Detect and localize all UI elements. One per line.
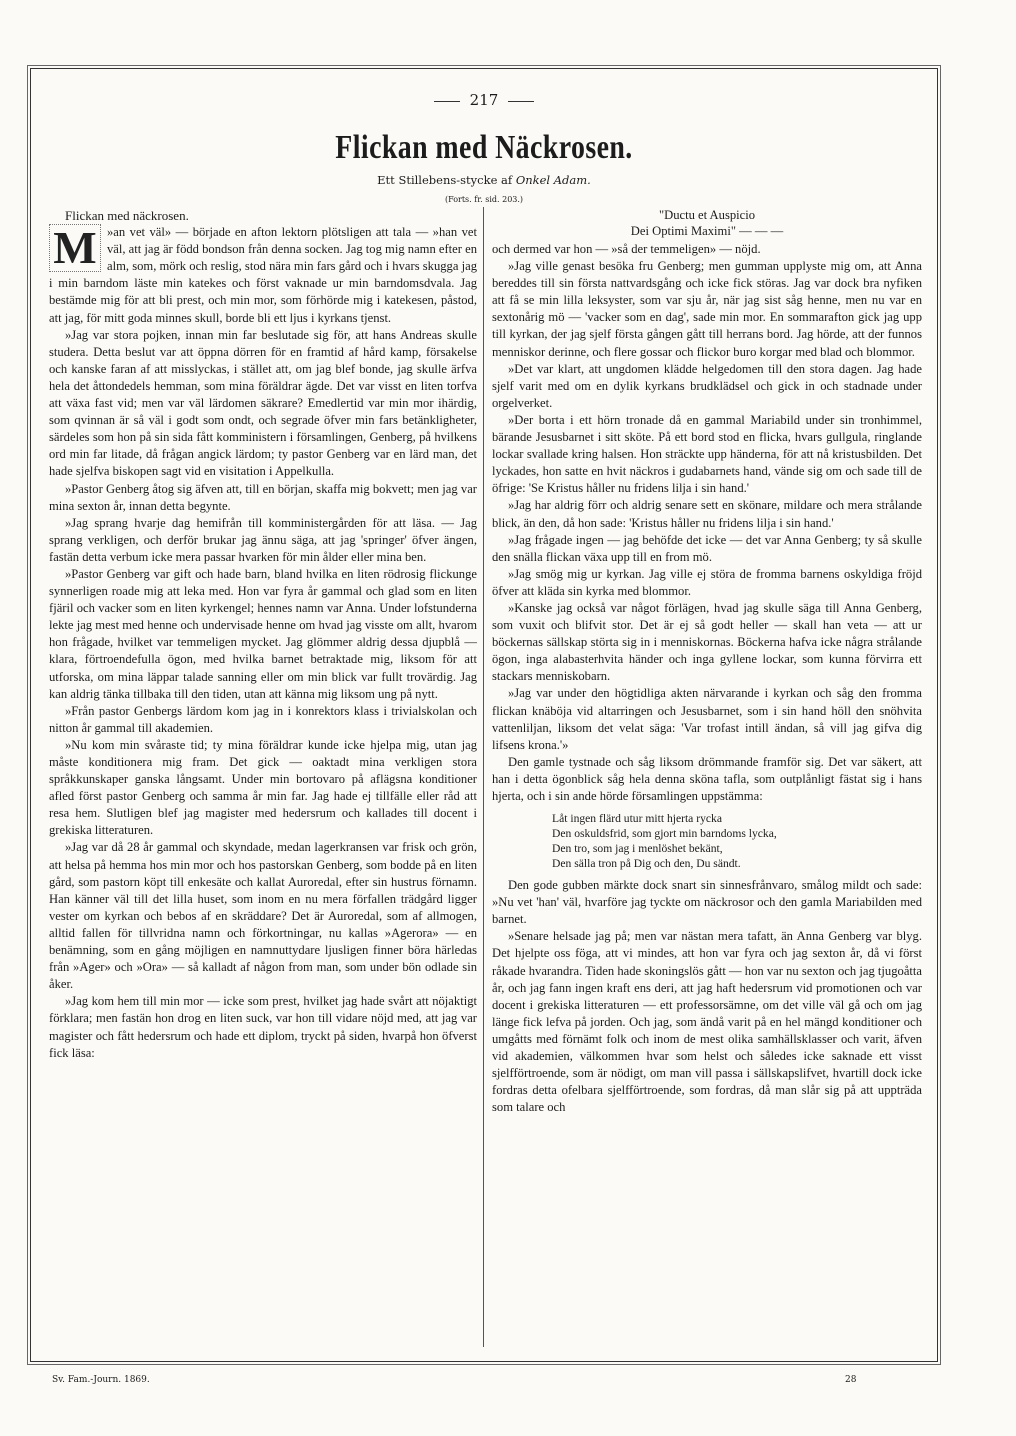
paragraph: »Pastor Genberg åtog sig äfven att, till en början, skaffa mig bokvett; men jag var mina sexton år, innan detta begynte. <box>49 481 477 513</box>
dropcap-ornament: M <box>49 224 101 272</box>
sheet-number: 28 <box>845 1375 857 1385</box>
paragraph: och dermed var hon — »så der temmeligen» — nöjd. <box>492 242 761 256</box>
page-frame <box>30 68 938 1362</box>
column-divider <box>483 207 484 1347</box>
paragraph: Den gamle tystnade och såg liksom drömmande framför sig. Det var säkert, att han i detta ögonblick såg hela denna sköna tafla, som outplånligt fästat sig i hans hjerta, och i sin ande hörde församlingen uppstämma: <box>492 754 922 803</box>
paragraph: »Pastor Genberg var gift och hade barn, bland hvilka en liten rödrosig flickunge synnerligen roade mig att leka med. Hon var fyra år gammal och glad som en liten fjäril och vacker som en liten kyrkengel; hennes namn var Anna. Under lofstunderna lekte jag mest med henne och undervisade henne om hvad jag visste om allt, hvarom hon frågade, hvilket var temmeligen mycket. Jag glömmer aldrig dessa djupblå — klara, förtroendefulla ögon, med hvilka barnet betraktade mig, liksom för att utforska, om mina läppar talade sanning eller om min blick var fullt trovärdig. Jag kan aldrig tänka tillbaka till den tiden, utan att känna mig liksom ung på nytt. <box>49 566 477 701</box>
paragraph: »Nu kom min svåraste tid; ty mina föräldrar kunde icke hjelpa mig, utan jag måste konditionera mig fram. Det gick — oaktadt mina verkligen stora språkkunskaper ganska långsamt. Under min bortovaro på aflägsna konditioner afled först pastor Genberg och samma år min far. Jag hade ej tillfälle eller råd att resa hem. Slutligen blef jag magister med hedersrum och kallades till docent i grekiska litteraturen. <box>49 737 477 838</box>
paragraph: »Jag sprang hvarje dag hemifrån till komministergården för att läsa. — Jag sprang verkligen, och derför brukar jag ännu säga, att jag 'springer' öfver ängen, fastän detta verbum icke mera passar hvarken för min ålder eller mina ben. <box>49 515 477 564</box>
author-name: Onkel Adam. <box>515 173 591 187</box>
left-column <box>49 207 477 1062</box>
paragraph: »Jag var stora pojken, innan min far beslutade sig för, att hans Andreas skulle studera. Detta beslut var att öppna dörren för en framtid af hård kamp, försakelse och kanske faran af att misslyckas, i stället att, om jag blef bonde, jag skulle ärfva hela det åttondedels hemman, som mina föräldrar ägde. Det var visst en liten torfva att växa fast vid; men var väl lärdomen säkrare? Emedlertid var min mor ihärdig, som qvinnan är så väl i godt som ondt, och segrade öfver min fars betänkligheter, särdeles som hon på sin sida fått komministern i församlingen, Genberg, på hvilkens ord min far litade, då frågan angick lärdom; ty pastor Genberg var en lärd man, det hade sjelfva biskopen sagt vid en visitation i Appelkulla. <box>49 327 477 479</box>
page-number: 217 <box>31 91 937 109</box>
paragraph: »Jag ville genast besöka fru Genberg; men gumman upplyste mig om, att Anna bereddes till sin första nattvardsgång och icke fick störas. Jag var dock bra nyfiken att få se min lilla leksyster, som var sju år, när jag sist såg henne, men nu var en sextonårig mö — 'vacker som en dag', sade min mor. En sommarafton gick jag upp till kyrkan, der jag sjelf första gången gått till herrans bord. Jag hörde, att der funnos menniskor derinne, och flere gossar och flickor buro korgar med blad och blommor. <box>492 259 922 359</box>
paragraph: »Kanske jag också var något förlägen, hvad jag skulle säga till Anna Genberg, som vuxit och blifvit stor. Det är ej så godt heller — skall han veta — att ur böckernas sällskap störta sig in i menniskornas. Böckerna hafva icke några strålande ögon, inga alabasterhvita händer och inga gyllene lockar, som kunna förvirra ett stackars menniskobarn. <box>492 600 922 684</box>
journal-footer: Sv. Fam.-Journ. 1869. <box>52 1375 150 1385</box>
paragraph: »Der borta i ett hörn tronade då en gammal Mariabild under sin tronhimmel, bärande Jesusbarnet i sitt sköte. På ett bord stod en flicka, hvars gullgula, ringlande lockar svallade kring halsen. Hon sträckte upp händerna, för att nå kristusbilden. Det lyckades, hon satte en hvit näckros i gudabarnets hand, vände sig om och sade till de öfrige: 'Se Kristus håller nu fridens lilja i sin hand.' <box>492 412 922 496</box>
paragraph: Den gode gubben märkte dock snart sin sinnesfrånvaro, smålog mildt och sade: »Nu vet 'han' väl, hvarföre jag tyckte om näckrosor och den gamla Mariabilden med barnet. <box>492 878 922 927</box>
paragraph: »Jag har aldrig förr och aldrig senare sett en skönare, mildare och mera strålande blick, än den, då hon sade: 'Kristus håller nu fridens lilja i sin hand.' <box>492 498 922 530</box>
paragraph: »Senare helsade jag på; men var nästan mera tafatt, än Anna Genberg var blyg. Det hjelpte oss föga, att vi mindes, att hon var fyra och jag sexton år, då vi först råkade hvarandra. Tiden hade skoningslös gått — hon var nu sexton och jag tjugoåtta år, och jag fann ingen kraft ens deri, att jag haft hedersrum vid promotionen och var docent i grekiska litteraturen — ett professorsämne, om det ville väl gå och om jag länge fick lefva på jorden. Och jag, som ändå varit på en hel mängd konditioner och umgåtts med förnämt folk och inom de mest olika samhällsklasser och varit, äfven vid akademien, välkommen hvar som helst och således icke saknade ett visst sjelfförtroende, som är nödigt, om man vill passa i sällskapslifvet, hvartill dock icke fordras detta ofelbara sjelfförtroende, som fordras, då man slår sig på att uppträda som talare och <box>492 929 922 1115</box>
paragraph: »Jag var under den högtidliga akten närvarande i kyrkan och såg den fromma flickan knäböja vid altarringen och Jesusbarnet, som i sin hand höll den snöhvita vattenliljan, liksom det velat säga: 'Var trofast intill ändan, så vill jag gifva dig lifsens krona.'» <box>492 686 922 752</box>
hymn-verse: Låt ingen flärd utur mitt hjerta rycka Den oskuldsfrid, som gjort min barndoms lycka, Den tro, som jag i menlöshet bekänt, Den sälla tron på Dig och den, Du sändt. <box>552 812 777 871</box>
latin-motto: "Ductu et Auspicio Dei Optimi Maximi" — — — <box>630 208 784 238</box>
paragraph: »Jag smög mig ur kyrkan. Jag ville ej störa de fromma barnens oskyldiga fröjd öfver att kläda sin kyrka med blommor. <box>492 566 922 598</box>
section-heading: Flickan med näckrosen. <box>65 208 189 223</box>
paragraph: »Jag kom hem till min mor — icke som prest, hvilket jag hade svårt att nöjaktigt förklara; men fastän hon drog en liten suck, var hon till vidare nöjd med, att jag var magister och fått hedersrum och hade ett diplom, tryckt på siden, hvarpå hon öfverst fick läsa: <box>49 994 477 1060</box>
paragraph: »Jag frågade ingen — jag behöfde det icke — det var Anna Genberg; ty så skulle den snälla flickan växa upp till en from mö. <box>492 532 922 564</box>
paragraph: »Det var klart, att ungdomen klädde helgedomen till den stora dagen. Jag hade sjelf varit med om en dylik kyrkans brudklädsel och gick in och stadnade under orgelverket. <box>492 361 922 410</box>
paragraph: »Jag var då 28 år gammal och skyndade, medan lagerkransen var frisk och grön, att helsa på hemma hos min mor och hos pastorskan Genberg, som bodde på en liten gård, som pastorn köpt till enkesäte och kallat Auroredal, efter sin hustrus förnamn. Han känner väl till det lilla huset, som inom en nu mera förfallen trädgård ligger vester om kyrkan och bebos af en skräddare? Det är Auroredal, som af allmogen, alltid fallen för tillvridna namn och förkortningar, nu kallas »Agerora» — en benämning, som en gång möjligen en namnuttydare ljusligen finner böra härledas från »Ager» och »Ora» — så kalladt af någon from man, som under bön odlade sin åker. <box>49 840 477 992</box>
article-subtitle: Ett Stillebens-stycke af Onkel Adam. <box>377 173 591 187</box>
continuation-note: (Forts. fr. sid. 203.) <box>444 195 524 204</box>
paragraph: »an vet väl» — började en afton lektorn plötsligen att tala — »han vet väl, att jag är född bondson från denna socken. Jag tog mig namn efter en alm, som, mörk och reslig, stod nära min fars gård och i hvars skugga jag i min barndom läste min katekes och först vaknade ur min barndomsdvala. Jag bestämde mig för att bli prest, och min mor, som förhörde mig i katekesen, påstod, att jag, för mitt goda minnes skull, borde bli ett ljus i kyrkans tjenst. <box>49 225 478 325</box>
right-column <box>492 207 922 1116</box>
article-title: Flickan med Näckrosen. <box>335 129 633 166</box>
paragraph: »Från pastor Genbergs lärdom kom jag in i konrektors klass i trivialskolan och nitton år gammal till akademien. <box>49 703 477 735</box>
